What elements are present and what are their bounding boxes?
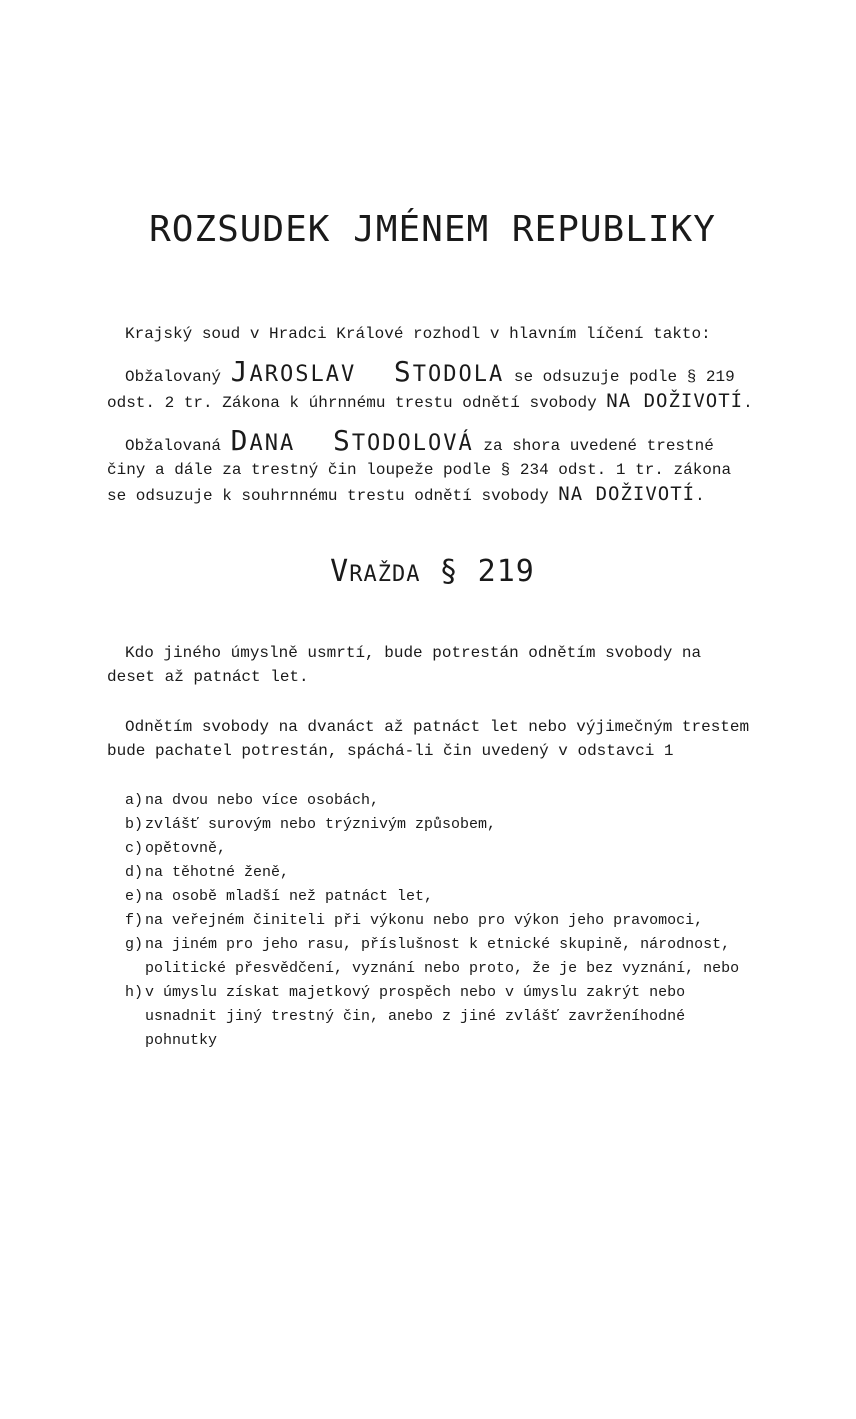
document-title: ROZSUDEK JMÉNEM REPUBLIKY — [149, 209, 716, 250]
verdict-text: se odsuzuje podle § 219 odst. 2 tr. Zákona k úhrnnému trestu odnětí svobody — [107, 368, 735, 412]
law-paragraph-1: Kdo jiného úmyslně usmrtí, bude potrestán odnětím svobody na deset až patnáct let. — [107, 644, 702, 686]
defendant-name: DANA STODOLOVÁ — [230, 424, 474, 457]
verdict-dana: Obžalovaná DANA STODOLOVÁ za shora uvedené trestné činy a dále za trestný čin loupeže podle § 234 odst. 1 tr. zákona se odsuzuje k souhrnnému trestu odnětí svobody NA DOŽIVOTÍ. — [107, 424, 732, 505]
verdict-text: za shora uvedené trestné činy a dále za trestný čin loupeže podle § 234 odst. 1 tr. zákona se odsuzuje k souhrnnému trestu odnětí svobody — [107, 437, 732, 505]
list-item: e) na osobě mladší než patnáct let, — [125, 888, 434, 905]
intro-paragraph: Krajský soud v Hradci Králové rozhodl v hlavním líčení takto: — [125, 325, 711, 343]
verdict-jaroslav: Obžalovaný JAROSLAV STODOLA se odsuzuje podle § 219 odst. 2 tr. Zákona k úhrnnému trestu odnětí svobody NA DOŽIVOTÍ. — [107, 355, 753, 412]
list-item: h) v úmyslu získat majetkový prospěch nebo v úmyslu zakrýt nebo usnadnit jiný trestný čin, anebo z jiné zvlášť zavrženíhodné pohnutky — [125, 984, 686, 1049]
sentence: NA DOŽIVOTÍ — [558, 483, 696, 505]
list-item: a) na dvou nebo více osobách, — [125, 792, 380, 809]
conditions-list — [107, 789, 758, 1053]
list-item: g) na jiném pro jeho rasu, příslušnost k etnické skupině, národnost, politické přesvědčení, vyznání nebo proto, že je bez vyznání, nebo — [125, 936, 740, 977]
list-item: f) na veřejném činiteli při výkonu nebo pro výkon jeho pravomoci, — [125, 912, 704, 929]
list-item: c) opětovně, — [125, 840, 227, 857]
section-title: VRAŽDA § 219 — [330, 554, 535, 589]
defendant-name: JAROSLAV STODOLA — [230, 355, 505, 388]
verdict-lead: Obžalovaný — [125, 368, 222, 386]
list-item: b) zvlášť surovým nebo trýznivým způsobem, — [125, 816, 497, 833]
law-paragraph-2: Odnětím svobody na dvanáct až patnáct let nebo výjimečným trestem bude pachatel potrestán, spáchá-li čin uvedený v odstavci 1 — [107, 718, 750, 760]
list-item: d) na těhotné ženě, — [125, 864, 290, 881]
document-page — [0, 208, 856, 1419]
sentence: NA DOŽIVOTÍ — [606, 390, 744, 412]
verdict-lead: Obžalovaná — [125, 437, 222, 455]
